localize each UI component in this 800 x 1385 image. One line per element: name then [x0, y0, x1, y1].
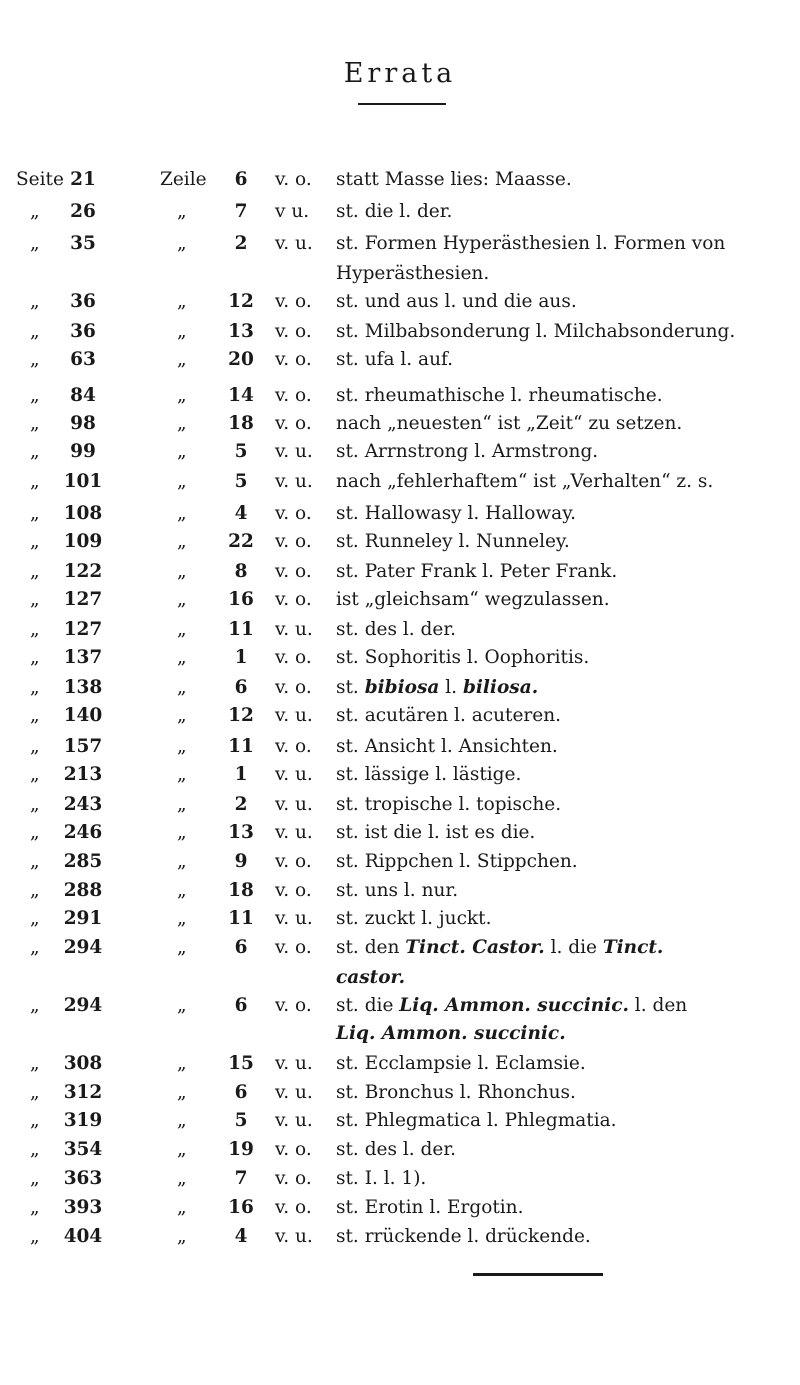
- ditto-mark: „: [30, 880, 40, 901]
- ditto-mark: „: [177, 1110, 187, 1131]
- errata-entry: [0, 291, 800, 321]
- page-number: 140: [63, 705, 103, 726]
- ditto-mark: „: [30, 291, 40, 312]
- errata-entry: [0, 471, 800, 501]
- correction: st. uns l. nur.: [336, 880, 459, 901]
- page-number: 109: [63, 531, 103, 552]
- direction: v. u.: [275, 619, 313, 640]
- ditto-mark: „: [30, 233, 40, 254]
- ditto-mark: „: [30, 1168, 40, 1189]
- line-number: 14: [228, 385, 254, 406]
- direction: v. u.: [275, 908, 313, 929]
- line-number: 6: [234, 937, 248, 958]
- ditto-mark: „: [177, 851, 187, 872]
- page-number: 291: [63, 908, 103, 929]
- page-number: 101: [63, 471, 103, 492]
- correction: st. I. l. 1).: [336, 1168, 427, 1189]
- correction-text: l. die: [544, 937, 603, 958]
- direction: v. o.: [275, 589, 312, 610]
- ditto-mark: „: [30, 349, 40, 370]
- ditto-mark: „: [177, 764, 187, 785]
- direction: v. u.: [275, 441, 313, 462]
- correction: st. acutären l. acuteren.: [336, 705, 561, 726]
- correction: st. Hallowasy l. Halloway.: [336, 503, 577, 524]
- line-number: 13: [228, 822, 254, 843]
- line-number: 6: [234, 995, 248, 1016]
- ditto-mark: „: [30, 1110, 40, 1131]
- ditto-mark: „: [177, 233, 187, 254]
- line-number: 5: [234, 1110, 248, 1131]
- ditto-mark: „: [30, 908, 40, 929]
- ditto-mark: „: [30, 503, 40, 524]
- correction-continuation: [336, 1023, 566, 1045]
- ditto-mark: „: [177, 531, 187, 552]
- correction-text: l. den: [628, 995, 688, 1016]
- ditto-mark: „: [30, 705, 40, 726]
- correction-italic: biliosa.: [462, 677, 539, 698]
- errata-entry: [0, 937, 800, 967]
- direction: v. o.: [275, 321, 312, 342]
- correction: st. des l. der.: [336, 1139, 457, 1160]
- direction: v u.: [275, 201, 310, 222]
- direction: v. o.: [275, 937, 312, 958]
- errata-entry: [0, 677, 800, 707]
- correction-continuation: Hyperästhesien.: [336, 263, 490, 284]
- ditto-mark: „: [177, 441, 187, 462]
- page-number: 308: [63, 1053, 103, 1074]
- direction: v. o.: [275, 647, 312, 668]
- errata-entry: [0, 349, 800, 379]
- direction: v. u.: [275, 1110, 313, 1131]
- direction: v. o.: [275, 851, 312, 872]
- ditto-mark: „: [177, 321, 187, 342]
- correction: st. lässige l. lästige.: [336, 764, 522, 785]
- ditto-mark: „: [30, 736, 40, 757]
- errata-entry: [0, 441, 800, 471]
- errata-entry: [0, 822, 800, 852]
- errata-entry: [0, 201, 800, 231]
- line-number: 2: [234, 233, 248, 254]
- correction: st. Erotin l. Ergotin.: [336, 1197, 524, 1218]
- ditto-mark: „: [30, 647, 40, 668]
- correction: st. ist die l. ist es die.: [336, 822, 536, 843]
- direction: v. u.: [275, 794, 313, 815]
- page-number: 63: [70, 349, 96, 370]
- errata-entry: [0, 413, 800, 443]
- ditto-mark: „: [30, 321, 40, 342]
- direction: v. o.: [275, 1197, 312, 1218]
- correction: st. und aus l. und die aus.: [336, 291, 577, 312]
- page-number: 319: [63, 1110, 103, 1131]
- correction: st. zuckt l. juckt.: [336, 908, 492, 929]
- ditto-mark: „: [177, 619, 187, 640]
- line-number: 1: [234, 764, 248, 785]
- page-number: 213: [63, 764, 103, 785]
- correction: [336, 995, 687, 1017]
- errata-continuation: [0, 967, 800, 997]
- direction: v. o.: [275, 413, 312, 434]
- errata-entry: [0, 736, 800, 766]
- errata-continuation: [0, 263, 800, 293]
- line-number: 16: [228, 1197, 254, 1218]
- correction-text: st. den: [336, 937, 406, 958]
- page-number: 294: [63, 937, 103, 958]
- line-number: 6: [234, 677, 248, 698]
- line-number: 18: [228, 880, 254, 901]
- errata-entry: [0, 385, 800, 415]
- ditto-mark: „: [177, 291, 187, 312]
- line-number: 2: [234, 794, 248, 815]
- ditto-mark: „: [177, 1139, 187, 1160]
- correction-italic: bibiosa: [364, 677, 440, 698]
- errata-entry: [0, 794, 800, 824]
- page-number: 363: [63, 1168, 103, 1189]
- line-number: 11: [228, 908, 254, 929]
- page-number: 354: [63, 1139, 103, 1160]
- errata-entry: [0, 561, 800, 591]
- ditto-mark: „: [30, 1197, 40, 1218]
- errata-entry: [0, 1053, 800, 1083]
- ditto-mark: „: [177, 1197, 187, 1218]
- page-number: 404: [63, 1226, 103, 1247]
- ditto-mark: „: [177, 822, 187, 843]
- errata-entry: [0, 647, 800, 677]
- direction: v. o.: [275, 385, 312, 406]
- ditto-mark: „: [30, 822, 40, 843]
- errata-entry: [0, 1139, 800, 1169]
- errata-entry: [0, 908, 800, 938]
- line-number: 1: [234, 647, 248, 668]
- correction: st. Milbabsonderung l. Milchabsonderung.: [336, 321, 736, 342]
- ditto-mark: „: [30, 413, 40, 434]
- correction-italic: Liq. Ammon. succinic.: [399, 995, 629, 1016]
- ditto-mark: „: [30, 1053, 40, 1074]
- errata-entry: [0, 619, 800, 649]
- page-number: 36: [70, 291, 96, 312]
- correction-italic: Liq. Ammon. succinic.: [336, 1023, 566, 1044]
- correction: st. Ecclampsie l. Eclamsie.: [336, 1053, 586, 1074]
- direction: v. u.: [275, 233, 313, 254]
- correction: st. Ansicht l. Ansichten.: [336, 736, 558, 757]
- page-number: 26: [70, 201, 96, 222]
- direction: v. u.: [275, 1053, 313, 1074]
- correction-italic: castor.: [336, 967, 406, 988]
- ditto-mark: „: [177, 385, 187, 406]
- line-number: 6: [234, 169, 248, 190]
- errata-entry: [0, 531, 800, 561]
- line-number: 16: [228, 589, 254, 610]
- correction: nach „fehlerhaftem“ ist „Verhalten“ z. s.: [336, 471, 714, 492]
- ditto-mark: „: [30, 851, 40, 872]
- page-title: Errata: [343, 58, 457, 89]
- line-number: 11: [228, 736, 254, 757]
- errata-entry: [0, 1110, 800, 1140]
- direction: v. o.: [275, 561, 312, 582]
- errata-entry: [0, 1226, 800, 1256]
- direction: v. u.: [275, 1226, 313, 1247]
- errata-entry: [0, 880, 800, 910]
- correction-text: st. die: [336, 995, 400, 1016]
- line-number: 20: [228, 349, 254, 370]
- page-number: 294: [63, 995, 103, 1016]
- line-number: 5: [234, 441, 248, 462]
- direction: v. o.: [275, 995, 312, 1016]
- line-number: 7: [234, 1168, 248, 1189]
- page-number: 99: [70, 441, 96, 462]
- ditto-mark: „: [177, 349, 187, 370]
- errata-entry: [0, 233, 800, 263]
- page-number: 312: [63, 1082, 103, 1103]
- correction: st. rrückende l. drückende.: [336, 1226, 591, 1247]
- correction: st. ufa l. auf.: [336, 349, 454, 370]
- ditto-mark: „: [177, 201, 187, 222]
- ditto-mark: „: [177, 677, 187, 698]
- line-number: 12: [228, 291, 254, 312]
- correction: nach „neuesten“ ist „Zeit“ zu setzen.: [336, 413, 683, 434]
- correction: st. Arrnstrong l. Armstrong.: [336, 441, 599, 462]
- ditto-mark: „: [30, 201, 40, 222]
- errata-continuation: [0, 1023, 800, 1053]
- errata-entry: [0, 503, 800, 533]
- errata-entry: [0, 995, 800, 1025]
- line-number: 11: [228, 619, 254, 640]
- errata-entry: [0, 589, 800, 619]
- page-number: 127: [63, 589, 103, 610]
- ditto-mark: „: [177, 908, 187, 929]
- ditto-mark: „: [177, 1082, 187, 1103]
- correction-italic: Tinct.: [602, 937, 664, 958]
- ditto-mark: „: [177, 937, 187, 958]
- ditto-mark: „: [30, 619, 40, 640]
- page-number: 36: [70, 321, 96, 342]
- line-number: 4: [234, 503, 248, 524]
- page-number: 98: [70, 413, 96, 434]
- ditto-mark: „: [177, 995, 187, 1016]
- correction: st. Pater Frank l. Peter Frank.: [336, 561, 618, 582]
- ditto-mark: „: [177, 1168, 187, 1189]
- page-number: 393: [63, 1197, 103, 1218]
- correction: st. Phlegmatica l. Phlegmatia.: [336, 1110, 617, 1131]
- correction: statt Masse lies: Maasse.: [336, 169, 572, 190]
- line-number: 9: [234, 851, 248, 872]
- line-number: 18: [228, 413, 254, 434]
- ditto-mark: „: [30, 1082, 40, 1103]
- direction: v. u.: [275, 471, 313, 492]
- direction: v. o.: [275, 503, 312, 524]
- page-number: 137: [63, 647, 103, 668]
- correction: st. Rippchen l. Stippchen.: [336, 851, 578, 872]
- ditto-mark: „: [177, 561, 187, 582]
- errata-entry: [0, 1082, 800, 1112]
- correction: st. Runneley l. Nunneley.: [336, 531, 570, 552]
- line-number: 12: [228, 705, 254, 726]
- direction: v. o.: [275, 349, 312, 370]
- ditto-mark: „: [30, 1139, 40, 1160]
- correction-text: l.: [439, 677, 463, 698]
- ditto-mark: „: [177, 1226, 187, 1247]
- ditto-mark: „: [177, 794, 187, 815]
- correction: [336, 937, 663, 959]
- line-number: 15: [228, 1053, 254, 1074]
- errata-entry: [0, 851, 800, 881]
- correction: st. die l. der.: [336, 201, 453, 222]
- direction: v. o.: [275, 291, 312, 312]
- ditto-mark: „: [177, 880, 187, 901]
- direction: v. o.: [275, 677, 312, 698]
- ditto-mark: „: [177, 503, 187, 524]
- direction: v. o.: [275, 1139, 312, 1160]
- page-number: 243: [63, 794, 103, 815]
- ditto-mark: „: [177, 736, 187, 757]
- direction: v. u.: [275, 822, 313, 843]
- line-number: 22: [228, 531, 254, 552]
- page-number: 122: [63, 561, 103, 582]
- ditto-mark: „: [30, 937, 40, 958]
- direction: v. o.: [275, 880, 312, 901]
- direction: v. o.: [275, 1168, 312, 1189]
- ditto-mark: „: [30, 561, 40, 582]
- ditto-mark: „: [30, 441, 40, 462]
- page-number: 285: [63, 851, 103, 872]
- ditto-mark: „: [30, 471, 40, 492]
- correction: st. Sophoritis l. Oophoritis.: [336, 647, 590, 668]
- page-number: 127: [63, 619, 103, 640]
- ditto-mark: „: [30, 589, 40, 610]
- errata-entry: [0, 1168, 800, 1198]
- direction: v. u.: [275, 705, 313, 726]
- line-number: 5: [234, 471, 248, 492]
- direction: v. o.: [275, 169, 312, 190]
- correction: st. tropische l. topische.: [336, 794, 562, 815]
- errata-entry: [0, 321, 800, 351]
- line-number: 19: [228, 1139, 254, 1160]
- correction: ist „gleichsam“ wegzulassen.: [336, 589, 610, 610]
- line-number: 4: [234, 1226, 248, 1247]
- ditto-mark: „: [30, 1226, 40, 1247]
- direction: v. o.: [275, 736, 312, 757]
- correction: st. Formen Hyperästhesien l. Formen von: [336, 233, 726, 254]
- page-number: 246: [63, 822, 103, 843]
- line-number: 6: [234, 1082, 248, 1103]
- ditto-mark: „: [177, 589, 187, 610]
- page-number: 21: [70, 169, 96, 190]
- closing-rule: [473, 1273, 603, 1276]
- errata-entry: [0, 1197, 800, 1227]
- page-number: 108: [63, 503, 103, 524]
- direction: v. o.: [275, 531, 312, 552]
- direction: v. u.: [275, 764, 313, 785]
- correction: st. rheumathische l. rheumatische.: [336, 385, 663, 406]
- errata-entry: [0, 764, 800, 794]
- errata-entry: [0, 169, 800, 199]
- ditto-mark: „: [30, 531, 40, 552]
- errata-entry: [0, 705, 800, 735]
- ditto-mark: „: [30, 794, 40, 815]
- page-number: 157: [63, 736, 103, 757]
- ditto-mark: „: [30, 995, 40, 1016]
- ditto-mark: „: [30, 677, 40, 698]
- ditto-mark: „: [177, 471, 187, 492]
- correction: st. Bronchus l. Rhonchus.: [336, 1082, 576, 1103]
- page-number: 35: [70, 233, 96, 254]
- page-number: 288: [63, 880, 103, 901]
- line-number: 13: [228, 321, 254, 342]
- page-number: 84: [70, 385, 96, 406]
- ditto-mark: „: [30, 764, 40, 785]
- page-number: 138: [63, 677, 103, 698]
- correction-continuation: [336, 967, 405, 989]
- line-number: 7: [234, 201, 248, 222]
- correction: [336, 677, 538, 699]
- correction-text: st.: [336, 677, 365, 698]
- correction-italic: Tinct. Castor.: [405, 937, 545, 958]
- seite-label: Seite: [16, 169, 64, 190]
- direction: v. u.: [275, 1082, 313, 1103]
- ditto-mark: „: [177, 647, 187, 668]
- ditto-mark: „: [177, 705, 187, 726]
- ditto-mark: „: [30, 385, 40, 406]
- line-number: 8: [234, 561, 248, 582]
- correction: st. des l. der.: [336, 619, 457, 640]
- ditto-mark: „: [177, 413, 187, 434]
- zeile-label: Zeile: [160, 169, 207, 190]
- ditto-mark: „: [177, 1053, 187, 1074]
